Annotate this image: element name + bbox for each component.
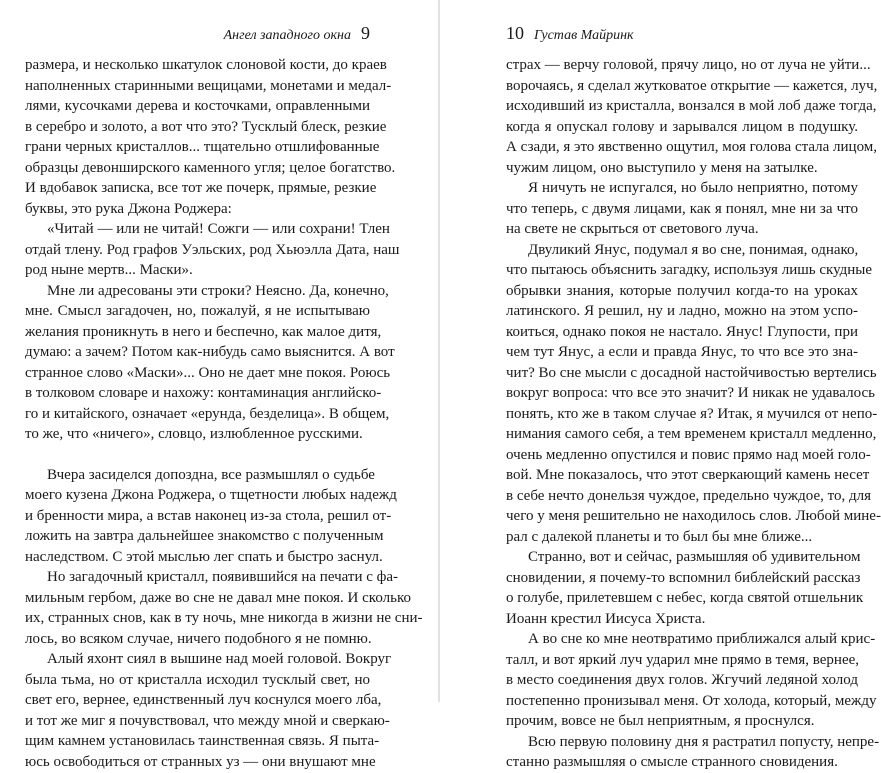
text-line: исходивший из кристалла, вонзался в мой лоб даже тогда, [506, 98, 877, 114]
left-page [0, 0, 438, 770]
text-line: сновидении, я почему-то вспомнил библейский рассказ [506, 569, 861, 586]
text-line: что теперь, с двумя лицами, как я понял, мне ни за что [506, 200, 858, 217]
page-number: 9 [361, 23, 370, 43]
text-line: размера, и несколько шкатулок слоновой кости, до краев [25, 57, 387, 73]
text-line: в место соединения двух голов. Жгучий ледяной холод [506, 672, 858, 688]
text-line: постепенно пронизывал меня. От холода, который, между [506, 692, 877, 709]
text-line: моего кузена Джона Роджера, о тщетности любых надежд [25, 487, 397, 503]
text-line: образцы девонширского каменного угля; целое богатство. [25, 159, 396, 176]
text-line: что пытаюсь объяснить загадку, используя лишь скудные [506, 262, 873, 278]
text-line: обрывки знания, которые получил когда-то на уроках [506, 282, 858, 299]
left-running-header [224, 24, 370, 45]
text-line: желания проникнуть в него и беспечно, как малое дитя, [25, 323, 382, 340]
text-line: коиться, однако покоя не настало. Янус! Глупости, при [506, 323, 858, 340]
text-line: Мне ли адресованы эти строки? Неясно. Да, конечно, [47, 282, 389, 299]
text-line: странное слово «Маски»... Оно не дает мне покоя. Роюсь [25, 364, 391, 381]
text-line: страх — верчу головой, прячу лицо, но от луча не уйти... [506, 57, 871, 73]
text-line: прочим, вовсе не был неприятным, я проснулся. [506, 713, 815, 729]
text-line: чего у меня решительно не находилось слов. Любой мине- [506, 508, 881, 524]
text-line: в себе нечто донельзя чуждое, предельно чуждое, то, для [506, 487, 871, 504]
right-page [440, 0, 881, 770]
text-line: Но загадочный кристалл, появившийся на печати с фа- [47, 569, 399, 585]
text-line: мне. Смысл загадочен, но, пожалуй, я не испытываю [25, 303, 370, 319]
right-running-header [506, 24, 634, 45]
text-line: чем тут Янус, а если и правда Янус, то что все это зна- [506, 344, 858, 360]
text-line: чужим лицом, оно выступило у меня на затылке. [506, 159, 818, 176]
text-line: И вдобавок записка, все тот же почерк, прямые, резкие [25, 180, 377, 196]
text-line: буквы, это рука Джона Роджера: [25, 200, 232, 217]
running-title: Густав Майринк [534, 28, 634, 43]
text-line: ложить на завтра дальнейшее знакомство с полученным [25, 528, 384, 544]
text-line: наполненных старинными вещицами, монетами и медал- [25, 77, 392, 94]
text-line: была тьма, но от кристалла исходил тусклый свет, но [25, 671, 370, 688]
text-line: в серебро и золото, а вот что это? Тусклый блеск, резкие [25, 118, 387, 135]
text-line: Я ничуть не испугался, но было неприятно, потому [528, 180, 858, 196]
text-line: го и китайского, означает «ерунда, безделица». В общем, [25, 405, 390, 422]
text-line: ворочаясь, я сделал жутковатое открытие — кажется, луч, [506, 77, 878, 94]
text-line: когда я опускал голову и зарывался лицом в подушку. [506, 118, 858, 135]
text-line: Всю первую половину дня я растратил попусту, непре- [528, 733, 880, 750]
text-line: думаю: а зачем? Потом как-нибудь само выяснится. А вот [25, 344, 395, 360]
text-line: Странно, вот и сейчас, размышляя об удивительном [528, 549, 861, 565]
running-title: Ангел западного окна [223, 28, 351, 43]
text-line: в толковом словаре и нахожу: контаминация английско- [25, 385, 382, 401]
text-line: род ныне мертв... Маски». [25, 262, 193, 278]
text-line: грани черных кристаллов... тщательно отшлифованные [25, 139, 380, 155]
text-line: «Читай — или не читай! Сожги — или сохрани! Тлен [47, 221, 390, 237]
left-page-text [25, 55, 423, 772]
section-break [25, 445, 370, 465]
text-line: наследством. С этой мыслью лег спать и быстро заснул. [25, 548, 383, 565]
text-line: латинского. Я решил, ну и ладно, можно на этом успо- [506, 303, 858, 319]
text-line: о голубе, прилетевшем с небес, когда святой отшельник [506, 590, 864, 606]
text-line: Вчера засиделся допоздна, все размышлял о судьбе [47, 466, 375, 483]
text-line: очень медленно опустился и повис прямо над моей голо- [506, 446, 871, 463]
text-line: мильным гербом, даже во сне не давал мне покоя. И сколько [25, 589, 411, 606]
text-line: Двуликий Янус, подумал я во сне, понимая, однако, [528, 241, 859, 258]
text-line: щим камнем установилась таинственная связь. Я пыта- [25, 733, 380, 749]
right-page-text [506, 55, 881, 773]
page-number: 10 [506, 23, 524, 43]
text-line: вокруг вопроса: что все это значит? И никак не удавалось [506, 385, 875, 401]
text-line: лями, кусочками дерева и косточками, оправленными [25, 98, 370, 114]
text-line: их, странных снов, как в ту ночь, мне никогда в жизни не сни- [25, 610, 423, 626]
text-line: то же, что «ничего», словцо, излюбленное русскими. [25, 426, 363, 442]
text-line: и тот же миг я почувствовал, что между мной и сверкаю- [25, 712, 390, 729]
text-line: рал с далекой планеты и то был бы мне ближе... [506, 528, 813, 545]
text-line: нимания самого себя, а тем временем кристалл медленно, [506, 426, 877, 442]
text-line: А во сне ко мне неотвратимо приближался алый крис- [528, 631, 876, 647]
text-line: лось, во всяком случае, ничего подобного я не помню. [25, 630, 372, 647]
text-line: вой. Мне показалось, что этот сверкающий камень несет [506, 467, 870, 483]
text-line: понять, кто же в таком случае я? Итак, я мучился от непо- [506, 405, 878, 422]
text-line: талл, и вот яркий луч ударил мне прямо в темя, вернее, [506, 651, 860, 668]
text-line: Алый яхонт сиял в вышине над моей головой. Вокруг [47, 651, 392, 667]
text-line: отдай тлену. Род графов Уэльских, род Хьюэлла Дата, наш [25, 241, 400, 258]
text-line: и бренности мира, а встав наконец из-за стола, решил от- [25, 507, 392, 524]
text-line: чит? Во сне мысли с досадной настойчивостью вертелись [506, 364, 877, 381]
text-line: юсь освободиться от странных уз — они внушают мне [25, 753, 376, 770]
text-line: Иоанн крестил Иисуса Христа. [506, 610, 706, 627]
text-line: свет его, вернее, единственный луч коснулся моего лба, [25, 692, 382, 708]
text-line: А сзади, я это явственно ощутил, моя голова стала лицом, [506, 139, 878, 155]
text-line: на свете не скрыться от светового луча. [506, 221, 759, 237]
text-line: станно размышляя о смысле странного сновидения. [506, 754, 838, 770]
